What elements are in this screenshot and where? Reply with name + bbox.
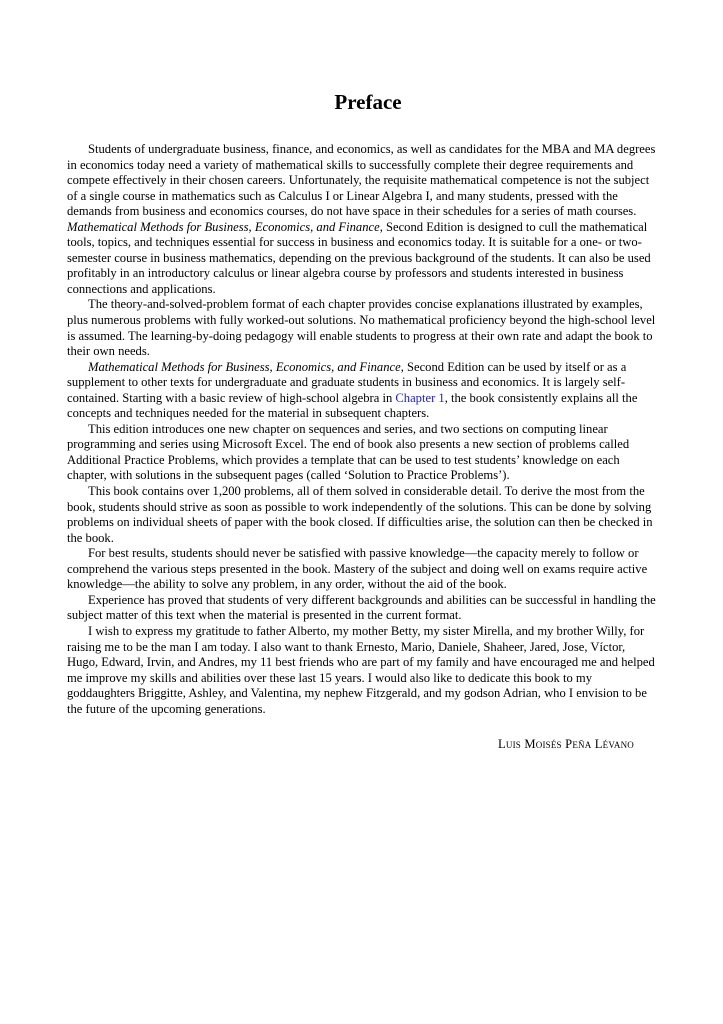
paragraph-usage-text-b: , Second Edition can be used by itself or as a supplement to other texts for undergraduate and graduate students in business and economics. It is largely self-contained. Starting with a basic review of high-school algebra in (67, 359, 627, 405)
book-title-italic: Mathematical Methods for Business, Economics, and Finance (67, 219, 380, 234)
paragraph-new-edition-text: This edition introduces one new chapter on sequences and series, and two sections on computing linear programming and series using Microsoft Excel. The end of book also presents a new section of problems called Additional Practice Problems, which provides a template that can be used to test students’ knowledge on each chapter, with solutions in the subsequent pages (called ‘Solution to Practice Problems’). (67, 421, 630, 483)
paragraph-format (67, 297, 659, 359)
author-signature: Luis Moisés Peña Lévano (498, 737, 634, 752)
page-title: Preface (334, 90, 402, 114)
paragraph-acknowledgments (67, 624, 659, 717)
paragraph-problems-text: This book contains over 1,200 problems, all of them solved in considerable detail. To derive the most from the book, students should strive as soon as possible to work independently of the solutions. This can be done by solving problems on individual sheets of paper with the book closed. If difficulties arise, the solution can then be checked in the book. (67, 484, 653, 545)
paragraph-acknowledgments-text: I wish to express my gratitude to father Alberto, my mother Betty, my sister Mirella, and my brother Willy, for raising me to be the man I am today. I also want to thank Ernesto, Mario, Daniele, Shaheer, Jared, Jose, Víctor, Hugo, Edward, Irvin, and Andres, my 11 best friends who are part of my family and have encouraged me and helped me improve my skills and abilities over these last 15 years. I would also like to dedicate this book to my goddaughters Briggitte, Ashley, and Valentina, my nephew Fitzgerald, and my godson Adrian, who I envision to be the future of the upcoming generations. (67, 623, 655, 716)
paragraph-intro-text-a: Students of undergraduate business, finance, and economics, as well as candidates for the MBA and MA degrees in economics today need a variety of mathematical skills to successfully complete their degree requirements and compete effectively in their chosen careers. Unfortunately, the requisite mathematical competence is not the subject of a single course in mathematics such as Calculus I or Linear Algebra I, and many students, pressed with the demands from business and economics courses, do not have space in their schedules for a series of math courses. (67, 142, 656, 219)
paragraph-problems (67, 484, 659, 546)
book-title-italic: Mathematical Methods for Business, Economics, and Finance (88, 359, 401, 374)
paragraph-usage-text-c: , the book consistently explains all the concepts and techniques needed for the material in subsequent chapters. (67, 390, 638, 421)
paragraph-usage (67, 360, 659, 422)
paragraph-new-edition (67, 422, 659, 484)
paragraph-best-results (67, 546, 659, 593)
paragraph-format-text: The theory-and-solved-problem format of each chapter provides concise explanations illustrated by examples, plus numerous problems with fully worked-out solutions. No mathematical proficiency beyond the high-school level is assumed. The learning-by-doing pedagogy will enable students to progress at their own rate and adapt the book to their own needs. (67, 297, 656, 359)
paragraph-intro-text-c: , Second Edition is designed to cull the mathematical tools, topics, and techniques essential for success in business and economics today. It is suitable for a one- or two-semester course in business mathematics, depending on the previous background of the students. It can also be used profitably in an introductory calculus or linear algebra course by professors and students interested in business connections and applications. (67, 219, 651, 296)
paragraph-intro (67, 142, 659, 297)
paragraph-experience-text: Experience has proved that students of very different backgrounds and abilities can be successful in handling the subject matter of this text when the material is presented in the current format. (67, 592, 656, 623)
chapter-1-link[interactable]: Chapter 1 (395, 390, 445, 405)
paragraph-experience (67, 593, 659, 624)
paragraph-best-results-text: For best results, students should never be satisfied with passive knowledge—the capacity merely to follow or comprehend the various steps presented in the book. Mastery of the subject and doing well on exams require active knowledge—the ability to solve any problem, in any order, without the aid of the book. (67, 546, 648, 592)
